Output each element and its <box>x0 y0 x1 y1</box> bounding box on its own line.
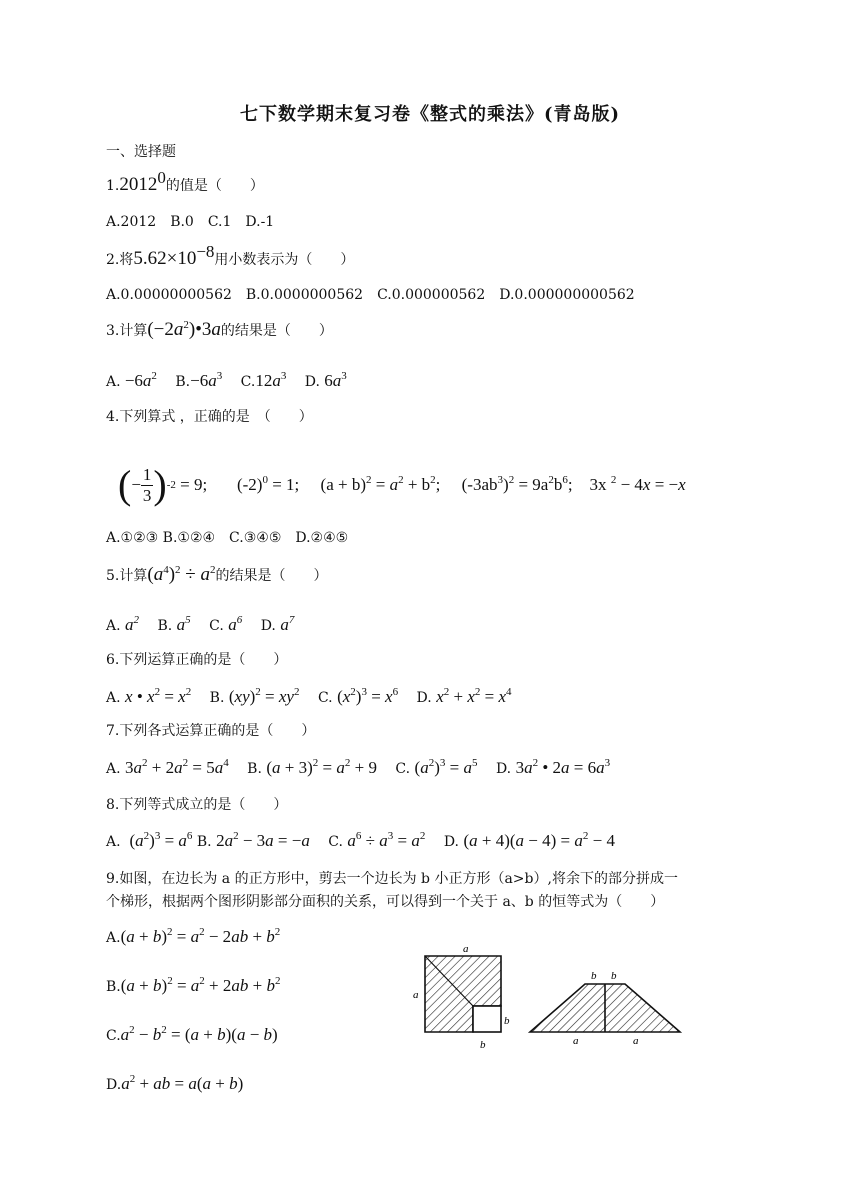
q5-number: 5.计算 <box>106 568 148 584</box>
q3-opt-d-label: D. <box>304 374 320 390</box>
q1-number: 1. <box>106 178 120 194</box>
q9-opt-b: $(a + b)^2 = a^2 + 2ab + b^2$ <box>120 975 281 995</box>
q6-opt-a-label: A. <box>106 690 121 706</box>
q6-opt-c-label: C. <box>317 690 333 706</box>
square-top-label: a <box>463 943 469 955</box>
q9-figure <box>405 938 695 1058</box>
q5-opt-d-label: D. <box>260 618 276 634</box>
square-bottom-label: b <box>480 1039 486 1051</box>
q7-opt-d-label: D. <box>495 761 512 777</box>
question-5 <box>106 566 327 585</box>
q3-expr: $(-2a^2)•3a$ <box>147 319 221 340</box>
question-6: 6.下列运算正确的是（ ） <box>106 652 288 668</box>
q5-opt-a: $a^2$ <box>125 614 140 634</box>
q8-opt-c: $a^6 \div a^3 = a^2$ <box>347 830 426 850</box>
q7-opt-c: $(a^2)^3 = a^5$ <box>414 757 478 777</box>
q6-opt-a: x • $x^2 = x^2$ <box>125 686 192 706</box>
q6-options <box>106 688 512 707</box>
question-4: 4.下列算式 ，正确的是 （ ） <box>106 409 313 425</box>
q3-opt-b: $-6a^3$ <box>190 370 223 390</box>
q9-opt-b-label: B. <box>106 979 121 995</box>
q3-number: 3.计算 <box>106 323 148 339</box>
square-right-label: b <box>504 1015 510 1027</box>
q9-opt-c-row <box>106 1026 278 1045</box>
question-3 <box>106 321 333 340</box>
q2-number: 2.将 <box>106 252 134 268</box>
q3-opt-c-label: C. <box>240 374 256 390</box>
q2-expr: 5.62×10 <box>133 248 197 269</box>
q3-opt-a-label: A. <box>106 374 121 390</box>
q7-opt-c-label: C. <box>395 761 411 777</box>
q9-opt-c: $a^2 - b^2 = (a + b)(a - b)$ <box>120 1024 278 1044</box>
q1-options: A.2012 B.0 C.1 D.-1 <box>106 214 275 230</box>
section-heading: 一、选择题 <box>106 144 176 160</box>
q6-opt-d-label: D. <box>416 690 432 706</box>
q3-opt-a: $-6a^2$ <box>120 370 157 390</box>
q5-opt-d: $a^7$ <box>280 614 295 634</box>
q3-opt-c: $12a^3$ <box>255 370 287 390</box>
q8-opt-d-label: D. <box>443 834 459 850</box>
q2-exponent: −8 <box>196 242 215 261</box>
trap-bottom-right-label: a <box>633 1035 639 1047</box>
q4-options: A.①②③ B.①②④ C.③④⑤ D.②④⑤ <box>106 530 349 546</box>
q8-opt-a-label: A. <box>106 834 121 850</box>
q7-opt-b: $(a + 3)^2 = a^2 + 9$ <box>266 757 377 777</box>
square-left-label: a <box>413 989 419 1001</box>
q5-opt-b-label: B. <box>157 618 173 634</box>
q9-opt-a-label: A. <box>106 930 121 946</box>
q3-opt-d: $6a^3$ <box>319 370 347 390</box>
page-title: 七下数学期末复习卷《整式的乘法》(青岛版) <box>239 104 621 125</box>
q1-exponent: 0 <box>157 168 166 187</box>
q8-opt-b: $2a^2 - 3a = -a$ <box>216 830 310 850</box>
q8-opt-d: $(a + 4)(a - 4) = a^2 - 4$ <box>463 830 615 850</box>
q2-options: A.0.00000000562 B.0.0000000562 C.0.000000562 D.0.000000000562 <box>106 287 635 303</box>
question-8: 8.下列等式成立的是（ ） <box>106 797 288 813</box>
q5-expr: $(a^4)^2 \div a^2$ <box>147 564 216 585</box>
q9-opt-d-row <box>106 1075 243 1094</box>
trap-top-right-label: b <box>611 970 617 982</box>
q5-opt-a-label: A. <box>106 618 121 634</box>
q4-fraction: $\frac{1}{3}$ <box>142 464 152 505</box>
q5-stem: 的结果是（ ） <box>215 568 328 584</box>
question-9-line1: 9.如图，在边长为 a 的正方形中，剪去一个边长为 b 小正方形（a>b）,将余下的部分拼成一 <box>106 871 678 887</box>
q7-opt-b-label: B. <box>247 761 262 777</box>
q6-opt-d: $x^2 + x^2 = x^4$ <box>436 686 512 706</box>
q7-opt-a: $3a^2 + 2a^2 = 5a^4$ <box>125 757 229 777</box>
q6-opt-c: $(x^2)^3 = x^6$ <box>337 686 399 706</box>
q9-opt-b-row <box>106 977 280 996</box>
question-7: 7.下列各式运算正确的是（ ） <box>106 723 316 739</box>
q8-opt-a: $(a^2)^3 = a^6$ <box>129 830 193 850</box>
q6-opt-b: $(xy)^2 = xy^2$ <box>228 686 300 706</box>
q5-opt-c-label: C. <box>209 618 224 634</box>
q4-expressions: ( − $\frac{1}{3}$ ) -2 = 9; $(-2)^0 = 1$; $(a + b)^2 = a^2 + b^2$; $(-3ab^3)^2 = 9a^2b^6$; 3x $^2$ − 4x = −x <box>118 462 686 507</box>
square-figure <box>413 943 510 1051</box>
trapezoid-figure <box>530 970 680 1047</box>
q9-opt-a-row <box>106 928 280 947</box>
question-9-line2: 个梯形，根据两个图形阴影部分面积的关系，可以得到一个关于 a、b 的恒等式为（ ） <box>106 894 665 910</box>
q9-opt-d-label: D. <box>106 1077 122 1093</box>
trap-top-left-label: b <box>591 970 597 982</box>
q9-opt-a: $(a + b)^2 = a^2 - 2ab + b^2$ <box>120 926 281 946</box>
q5-options <box>106 616 294 635</box>
q8-opt-b-label: B. <box>196 834 212 850</box>
q7-options <box>106 759 610 778</box>
trap-bottom-left-label: a <box>573 1035 579 1047</box>
q2-stem: 用小数表示为（ ） <box>214 252 355 268</box>
q8-opt-c-label: C. <box>328 834 343 850</box>
q7-opt-d: $3a^2$ • $2a = 6a^3$ <box>515 757 611 777</box>
question-1 <box>106 168 264 195</box>
q9-opt-c-label: C. <box>106 1028 121 1044</box>
q3-options <box>106 372 347 391</box>
q8-options <box>106 832 615 851</box>
q7-opt-a-label: A. <box>106 761 121 777</box>
question-2 <box>106 242 355 269</box>
q1-base: 2012 <box>119 174 158 195</box>
q3-opt-b-label: B. <box>175 374 191 390</box>
q3-stem: 的结果是（ ） <box>220 323 333 339</box>
q1-stem: 的值是（ ） <box>165 178 264 194</box>
q9-opt-d: $a^2$ + ab = a(a + b) <box>121 1073 244 1093</box>
q5-opt-c: $a^6$ <box>228 614 243 634</box>
q5-opt-b: $a^5$ <box>176 614 191 634</box>
q6-opt-b-label: B. <box>209 690 225 706</box>
